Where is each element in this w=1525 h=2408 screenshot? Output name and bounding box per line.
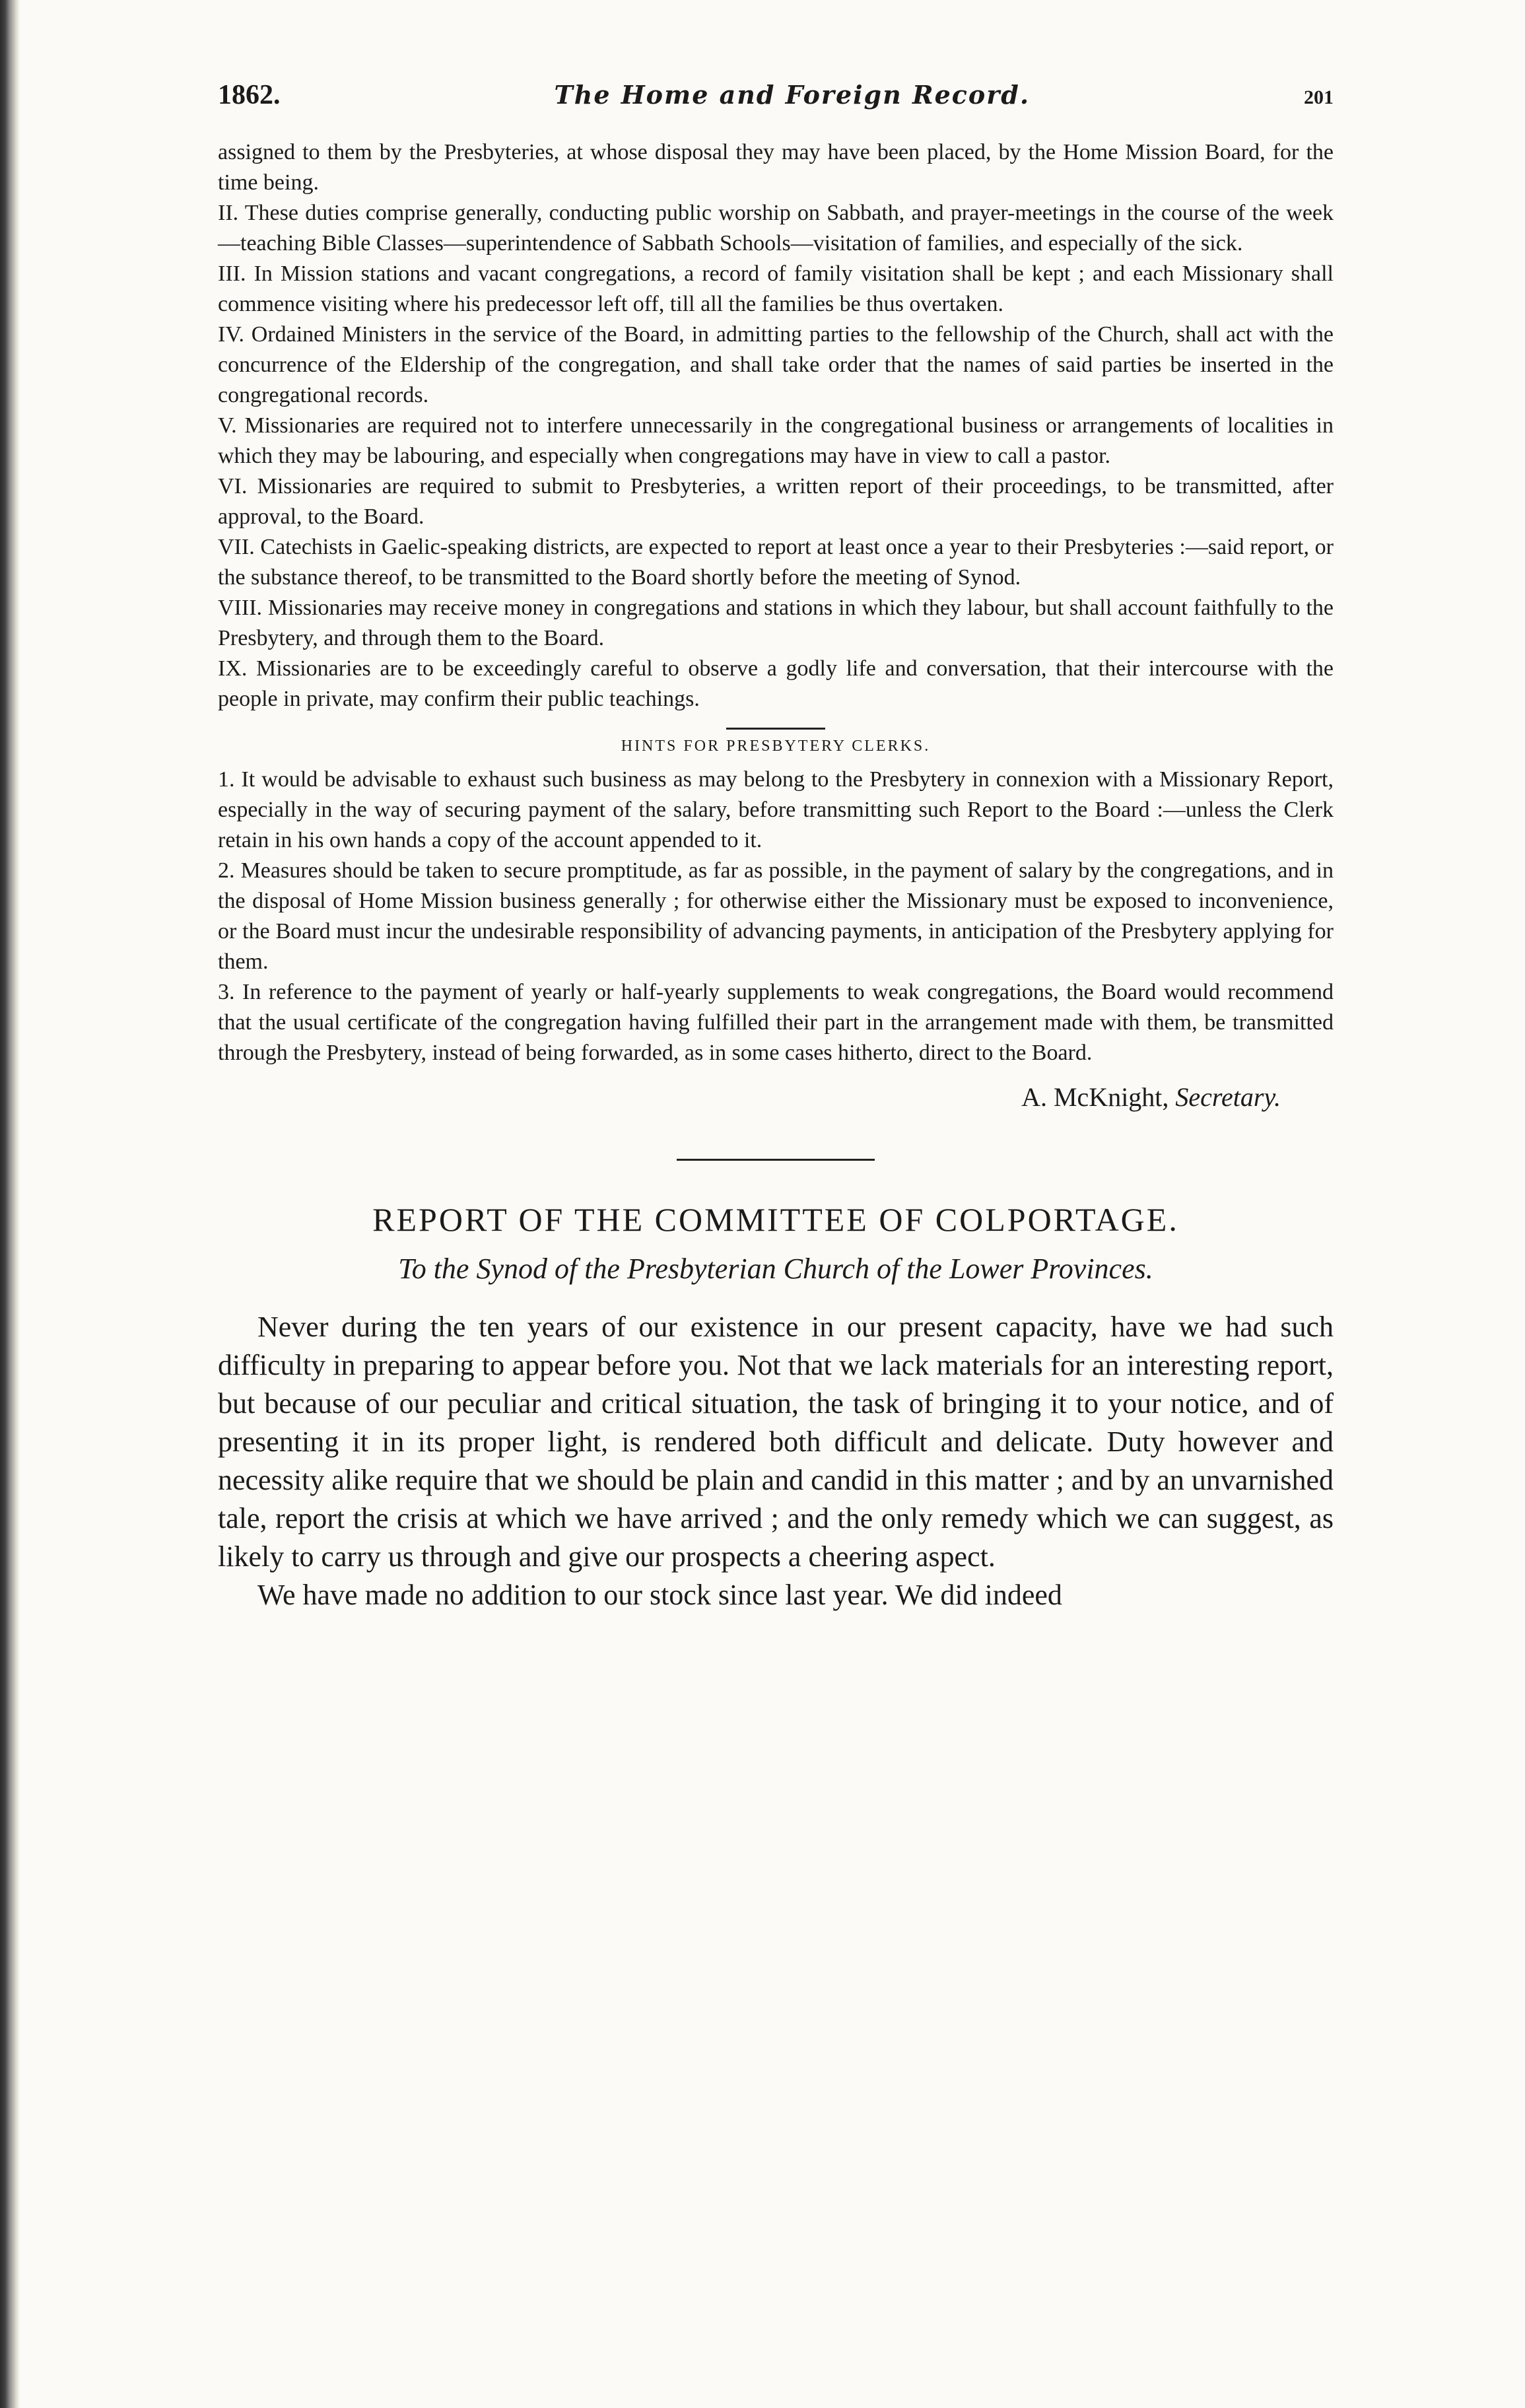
hint-paragraph: 2. Measures should be taken to secure promptitude, as far as possible, in the payment of salary by the congregations, and in the disposal of Home Mission business generally ; for otherwise either the Missionary must be exposed to inconvenience, or the Board must incur the undesirable responsibility of advancing payments, in anticipation of the Presbytery applying for them. xyxy=(218,858,1334,974)
rules-paragraph: III. In Mission stations and vacant congregations, a record of family visitation shall be kept ; and each Missionary shall commence visiting where his predecessor left off, till all the families be thus overtaken. xyxy=(218,261,1334,316)
running-head xyxy=(218,79,1334,111)
signature xyxy=(218,1082,1281,1113)
report-body xyxy=(218,1308,1334,1614)
report-title: REPORT OF THE COMMITTEE OF COLPORTAGE. xyxy=(372,1201,1179,1238)
section-divider xyxy=(726,728,825,730)
report-paragraph: Never during the ten years of our existence in our present capacity, have we had such difficulty in preparing to appear before you. Not that we lack materials for an interesting report, but because of our peculiar and critical situation, the task of bringing it to your notice, and of presenting it in its proper light, is rendered both difficult and delicate. Duty however and necessity alike require that we should be plain and candid in this matter ; and by an unvarnished tale, report the crisis at which we have arrived ; and the only remedy which we can suggest, as likely to carry us through and give our prospects a cheering aspect. xyxy=(218,1311,1334,1573)
rules-paragraph: IV. Ordained Ministers in the service of the Board, in admitting parties to the fellowship of the Church, shall act with the concurrence of the Eldership of the congregation, and shall take order that the names of said parties be inserted in the congregational records. xyxy=(218,322,1334,407)
hint-paragraph: 3. In reference to the payment of yearly or half-yearly supplements to weak congregations, the Board would recommend that the usual certificate of the congregation having fulfilled their part in the arrangement made with them, be transmitted through the Presbytery, instead of being forwarded, as in some cases hitherto, direct to the Board. xyxy=(218,980,1334,1065)
document-page xyxy=(218,79,1334,1614)
header-year: 1862. xyxy=(218,80,281,110)
report-paragraph: We have made no addition to our stock since last year. We did indeed xyxy=(257,1579,1062,1611)
rules-paragraph: VI. Missionaries are required to submit to Presbyteries, a written report of their proceedings, to be transmitted, after approval, to the Board. xyxy=(218,474,1334,529)
rules-paragraph: assigned to them by the Presbyteries, at whose disposal they may have been placed, by the Home Mission Board, for the time being. xyxy=(218,140,1334,195)
scan-edge xyxy=(0,0,20,2408)
hint-paragraph: 1. It would be advisable to exhaust such business as may belong to the Presbytery in connexion with a Missionary Report, especially in the way of securing payment of the salary, before transmitting such Report to the Board :—unless the Clerk retain in his own hands a copy of the account appended to it. xyxy=(218,767,1334,852)
rules-paragraph: IX. Missionaries are to be exceedingly careful to observe a godly life and conversation, that their intercourse with the people in private, may confirm their public teachings. xyxy=(218,656,1334,711)
signature-name: A. McKnight, xyxy=(1021,1082,1169,1112)
header-title: The Home and Foreign Record. xyxy=(554,80,1031,110)
hints-heading: HINTS FOR PRESBYTERY CLERKS. xyxy=(621,738,931,755)
rules-section xyxy=(218,137,1334,1068)
signature-role: Secretary. xyxy=(1175,1082,1281,1112)
rules-paragraph: VIII. Missionaries may receive money in congregations and stations in which they labour, but shall account faithfully to the Presbytery, and through them to the Board. xyxy=(218,596,1334,650)
report-subtitle: To the Synod of the Presbyterian Church of the Lower Provinces. xyxy=(398,1253,1153,1285)
rules-paragraph: II. These duties comprise generally, conducting public worship on Sabbath, and prayer-meetings in the course of the week—teaching Bible Classes—superintendence of Sabbath Schools—visitation of families, and especially of the sick. xyxy=(218,201,1334,256)
rules-paragraph: VII. Catechists in Gaelic-speaking districts, are expected to report at least once a year to their Presbyteries :—said report, or the substance thereof, to be transmitted to the Board shortly before the meeting of Synod. xyxy=(218,535,1334,590)
header-page-number: 201 xyxy=(1304,86,1334,108)
section-divider xyxy=(677,1159,875,1161)
rules-paragraph: V. Missionaries are required not to interfere unnecessarily in the congregational business or arrangements of localities in which they may be labouring, and especially when congregations may have in view to call a pastor. xyxy=(218,413,1334,468)
